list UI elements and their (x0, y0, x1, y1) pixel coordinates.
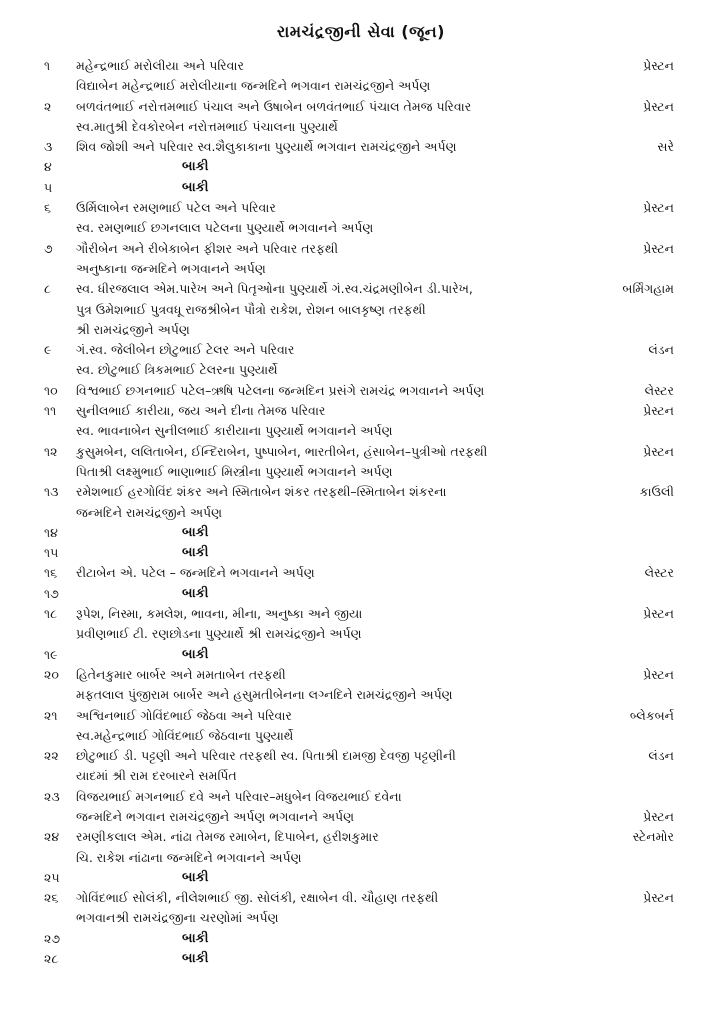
entry-number: ૧૫ (44, 545, 59, 561)
list-item (0, 604, 722, 645)
entry-place: પ્રેસ્ટન (643, 808, 674, 824)
list-item (0, 381, 722, 401)
list-item (0, 827, 722, 868)
entry-place: પ્રેસ્ટન (643, 98, 674, 114)
list-item (0, 340, 722, 381)
entry-text: જન્મદિને રામચંદ્રજીને અર્પણ (76, 504, 223, 520)
list-item (0, 157, 722, 177)
entry-text: અશ્વિનભાઈ ગોવિંદભાઈ જેઠવા અને પરિવાર (76, 707, 292, 723)
entry-text: સ્વ. છોટુભાઈ ત્રિકમભાઈ ટેલરના પુણ્યાર્થે (76, 362, 278, 378)
entry-number: ૧૦ (44, 382, 58, 398)
entry-place: લેસ્ટર (644, 565, 674, 581)
page-title: રામચંદ્રજીની સેવા (જૂન) (277, 22, 445, 41)
list-item (0, 239, 722, 280)
entry-place: પ્રેસ્ટન (643, 606, 674, 622)
pending-label: બાકી (182, 646, 209, 662)
pending-label: બાકી (182, 869, 209, 885)
entry-text: ભગવાનશ્રી રામચંદ્રજીના ચરણોમાં અર્પણ (76, 910, 279, 926)
pending-label: બાકી (182, 930, 209, 946)
entry-text: કુસુમબેન, લલિતાબેન, ઈન્દિરાબેન, પુષ્પાબેન, ભારતીબેન, હંસાબેન–પુત્રીઓ તરફથી (76, 443, 488, 459)
entry-number: ૧૮ (44, 606, 58, 622)
entry-place: કાઉલી (639, 484, 674, 500)
entry-text: પ્રવીણભાઈ ટી. રણછોડના પુણ્યાર્થે શ્રી રામચંદ્રજીને અર્પણ (76, 626, 362, 642)
entry-text: રૂપેશ, નિસ્મા, કમલેશ, ભાવના, મીના, અનુષ્કા અને જીયા (76, 606, 363, 622)
list-item (0, 584, 722, 604)
entry-place: સ્ટેનમોર (632, 829, 674, 845)
list-item (0, 543, 722, 563)
list-item (0, 787, 722, 828)
entry-number: ૨૭ (44, 930, 61, 946)
list-item (0, 868, 722, 888)
list-item (0, 949, 722, 969)
list-item (0, 442, 722, 483)
entry-number: ૧૭ (44, 585, 59, 601)
list-item (0, 929, 722, 949)
entry-place: બર્મિંગહામ (622, 281, 674, 297)
list-item (0, 523, 722, 543)
entry-number: ૨૩ (44, 788, 60, 804)
list-item (0, 401, 722, 442)
entry-text: સ્વ. રમણભાઈ છગનલાલ પટેલના પુણ્યાર્થે ભગવાનને અર્પણ (76, 220, 374, 236)
entry-text: પિતાશ્રી લક્ષ્મુભાઈ ભાણાભાઈ મિસ્ત્રીના પુણ્યાર્થે ભગવાનને અર્પણ (76, 463, 393, 479)
pending-label: બાકી (182, 524, 209, 540)
entry-number: ૯ (44, 342, 52, 358)
entry-place: પ્રેસ્ટન (643, 443, 674, 459)
entry-text: ગં.સ્વ. જેલીબેન છોટુભાઈ ટેલર અને પરિવાર (76, 342, 295, 358)
entry-text: રીટાબેન એ. પટેલ – જન્મદિને ભગવાનને અર્પણ (76, 565, 315, 581)
entry-text: સ્વ. ભાવનાબેન સુનીલભાઈ કારીયાના પુણ્યાર્થે ભગવાનને અર્પણ (76, 423, 393, 439)
entry-text: ગોવિંદભાઈ સોલંકી, નીલેશભાઈ જી. સોલંકી, રક્ષાબેન વી. ચૌહાણ તરફથી (76, 890, 439, 906)
entry-number: ૪ (44, 159, 52, 175)
list-item (0, 178, 722, 198)
entry-text: રમેશભાઈ હરગોવિંદ શંકર અને સ્મિતાબેન શંકર તરફથી–સ્મિતાબેન શંકરના (76, 484, 447, 500)
entry-text: વિશ્વભાઈ છગનભાઈ પટેલ–ઋષિ પટેલના જન્મદિન પ્રસંગે રામચંદ્ર ભગવાનને અર્પણ (76, 382, 485, 398)
entry-text: વિદ્યાબેન મહેન્દ્રભાઈ મરોલીયાના જન્મદિને ભગવાન રામચંદ્રજીને અર્પણ (76, 78, 431, 94)
pending-label: બાકી (182, 159, 209, 175)
list-item (0, 706, 722, 747)
entry-place: લેસ્ટર (644, 382, 674, 398)
entry-text: ગૌરીબેન અને રીબેકાબેન ફીશર અને પરિવાર તરફથી (76, 240, 339, 256)
entry-text: હિતેનકુમાર બાર્બર અને મમતાબેન તરફથી (76, 666, 286, 682)
entry-place: પ્રેસ્ટન (643, 666, 674, 682)
pending-label: બાકી (182, 585, 209, 601)
entry-text: બળવંતભાઈ નરોત્તમભાઈ પંચાલ અને ઉષાબેન બળવંતભાઈ પંચાલ તેમજ પરિવાર (76, 98, 472, 114)
entry-text: રમણીકલાલ એમ. નાંઢા તેમજ રમાબેન, દિપાબેન, હરીશકુમાર (76, 829, 379, 845)
entry-text: વિજયભાઈ મગનભાઈ દવે અને પરિવાર–મધુબેન વિજયભાઈ દવેના (76, 788, 402, 804)
entry-number: ૩ (44, 139, 53, 155)
list-item (0, 482, 722, 523)
list-item (0, 563, 722, 583)
entry-text: ચિ. રાકેશ નાંઢાના જન્મદિને ભગવાનને અર્પણ (76, 849, 302, 865)
entry-text: શ્રી રામચંદ્રજીને અર્પણ (76, 321, 190, 337)
pending-label: બાકી (182, 179, 209, 195)
entry-text: છોટુભાઈ ડી. પટ્ટણી અને પરિવાર તરફથી સ્વ. પિતાશ્રી દામજી દેવજી પટ્ટણીની (76, 748, 456, 764)
entry-number: ૧૬ (44, 565, 58, 581)
list-item (0, 137, 722, 157)
entry-text: સ્વ. ધીરજલાલ એમ.પારેખ અને પિતૃઓના પુણ્યાર્થે ગં.સ્વ.ચંદ્રમણીબેન ડી.પારેખ, (76, 281, 473, 297)
entry-text: યાદમાં શ્રી રામ દરબારને સમર્પિત (76, 768, 237, 784)
entry-place: લંડન (648, 748, 674, 764)
entry-number: ૨૪ (44, 829, 60, 845)
entry-number: ૭ (44, 240, 53, 256)
list-item (0, 665, 722, 706)
list-item (0, 888, 722, 929)
pending-label: બાકી (182, 951, 209, 967)
entry-number: ૨૫ (44, 869, 60, 885)
list-item (0, 198, 722, 239)
entry-text: જન્મદિને ભગવાન રામચંદ્રજીને અર્પણ ભગવાનને અર્પણ (76, 808, 355, 824)
entry-number: ૧૨ (44, 443, 58, 459)
entry-text: સુનીલભાઈ કારીયા, જય અને દીના તેમજ પરિવાર (76, 403, 326, 419)
entry-place: પ્રેસ્ટન (643, 200, 674, 216)
list-item (0, 746, 722, 787)
entry-place: પ્રેસ્ટન (643, 58, 674, 73)
list-item (0, 56, 722, 97)
entry-text: પુત્ર ઉમેશભાઈ પુત્રવધૂ રાજશ્રીબેન પૌત્રો રાકેશ, રોશન બાલકૃષ્ણ તરફથી (76, 301, 426, 317)
entry-number: ૧૯ (44, 646, 58, 662)
entry-place: સરે (657, 139, 674, 155)
entry-place: પ્રેસ્ટન (643, 890, 674, 906)
entry-place: પ્રેસ્ટન (643, 240, 674, 256)
entry-number: ૬ (44, 200, 52, 216)
entry-number: ૧ (44, 58, 51, 73)
entry-number: ૨૧ (44, 707, 58, 723)
list-item (0, 645, 722, 665)
entry-text: શિવ જોશી અને પરિવાર સ્વ.શૈલુકાકાના પુણ્યાર્થે ભગવાન રામચંદ્રજીને અર્પણ (76, 139, 457, 155)
list-item (0, 279, 722, 340)
entry-number: ૨૨ (44, 748, 59, 764)
entry-place: પ્રેસ્ટન (643, 403, 674, 419)
entry-text: મફતલાલ પુંજીરામ બાર્બર અને હસુમતીબેનના લગ્નદિને રામચંદ્રજીને અર્પણ (76, 687, 453, 703)
entry-text: અનુષ્કાના જન્મદિને ભગવાનને અર્પણ (76, 260, 266, 276)
entry-number: ૧૩ (44, 484, 59, 500)
entry-number: ૮ (44, 281, 51, 297)
entry-text: મહેન્દ્રભાઈ મરોલીયા અને પરિવાર (76, 58, 244, 73)
pending-label: બાકી (182, 545, 209, 561)
entry-number: ૫ (44, 179, 53, 195)
entry-number: ૧૪ (44, 524, 58, 540)
entry-text: ઉર્મિલાબેન રમણભાઈ પટેલ અને પરિવાર (76, 200, 276, 216)
list-item (0, 97, 722, 138)
entry-text: સ્વ.મહેન્દ્રભાઈ ગોવિંદભાઈ જેઠવાના પુણ્યાર્થે (76, 727, 294, 743)
seva-list (0, 56, 722, 969)
entry-number: ૨૬ (44, 890, 59, 906)
entry-text: સ્વ.માતુશ્રી દેવકોરબેન નરોત્તમભાઈ પંચાલના પુણ્યાર્થે (76, 118, 338, 134)
entry-number: ૨૮ (44, 951, 59, 967)
entry-place: લંડન (648, 342, 674, 358)
entry-number: ૧૧ (44, 403, 57, 419)
entry-number: ૨ (44, 98, 52, 114)
entry-place: બ્લેકબર્ન (629, 707, 674, 723)
entry-number: ૨૦ (44, 666, 59, 682)
